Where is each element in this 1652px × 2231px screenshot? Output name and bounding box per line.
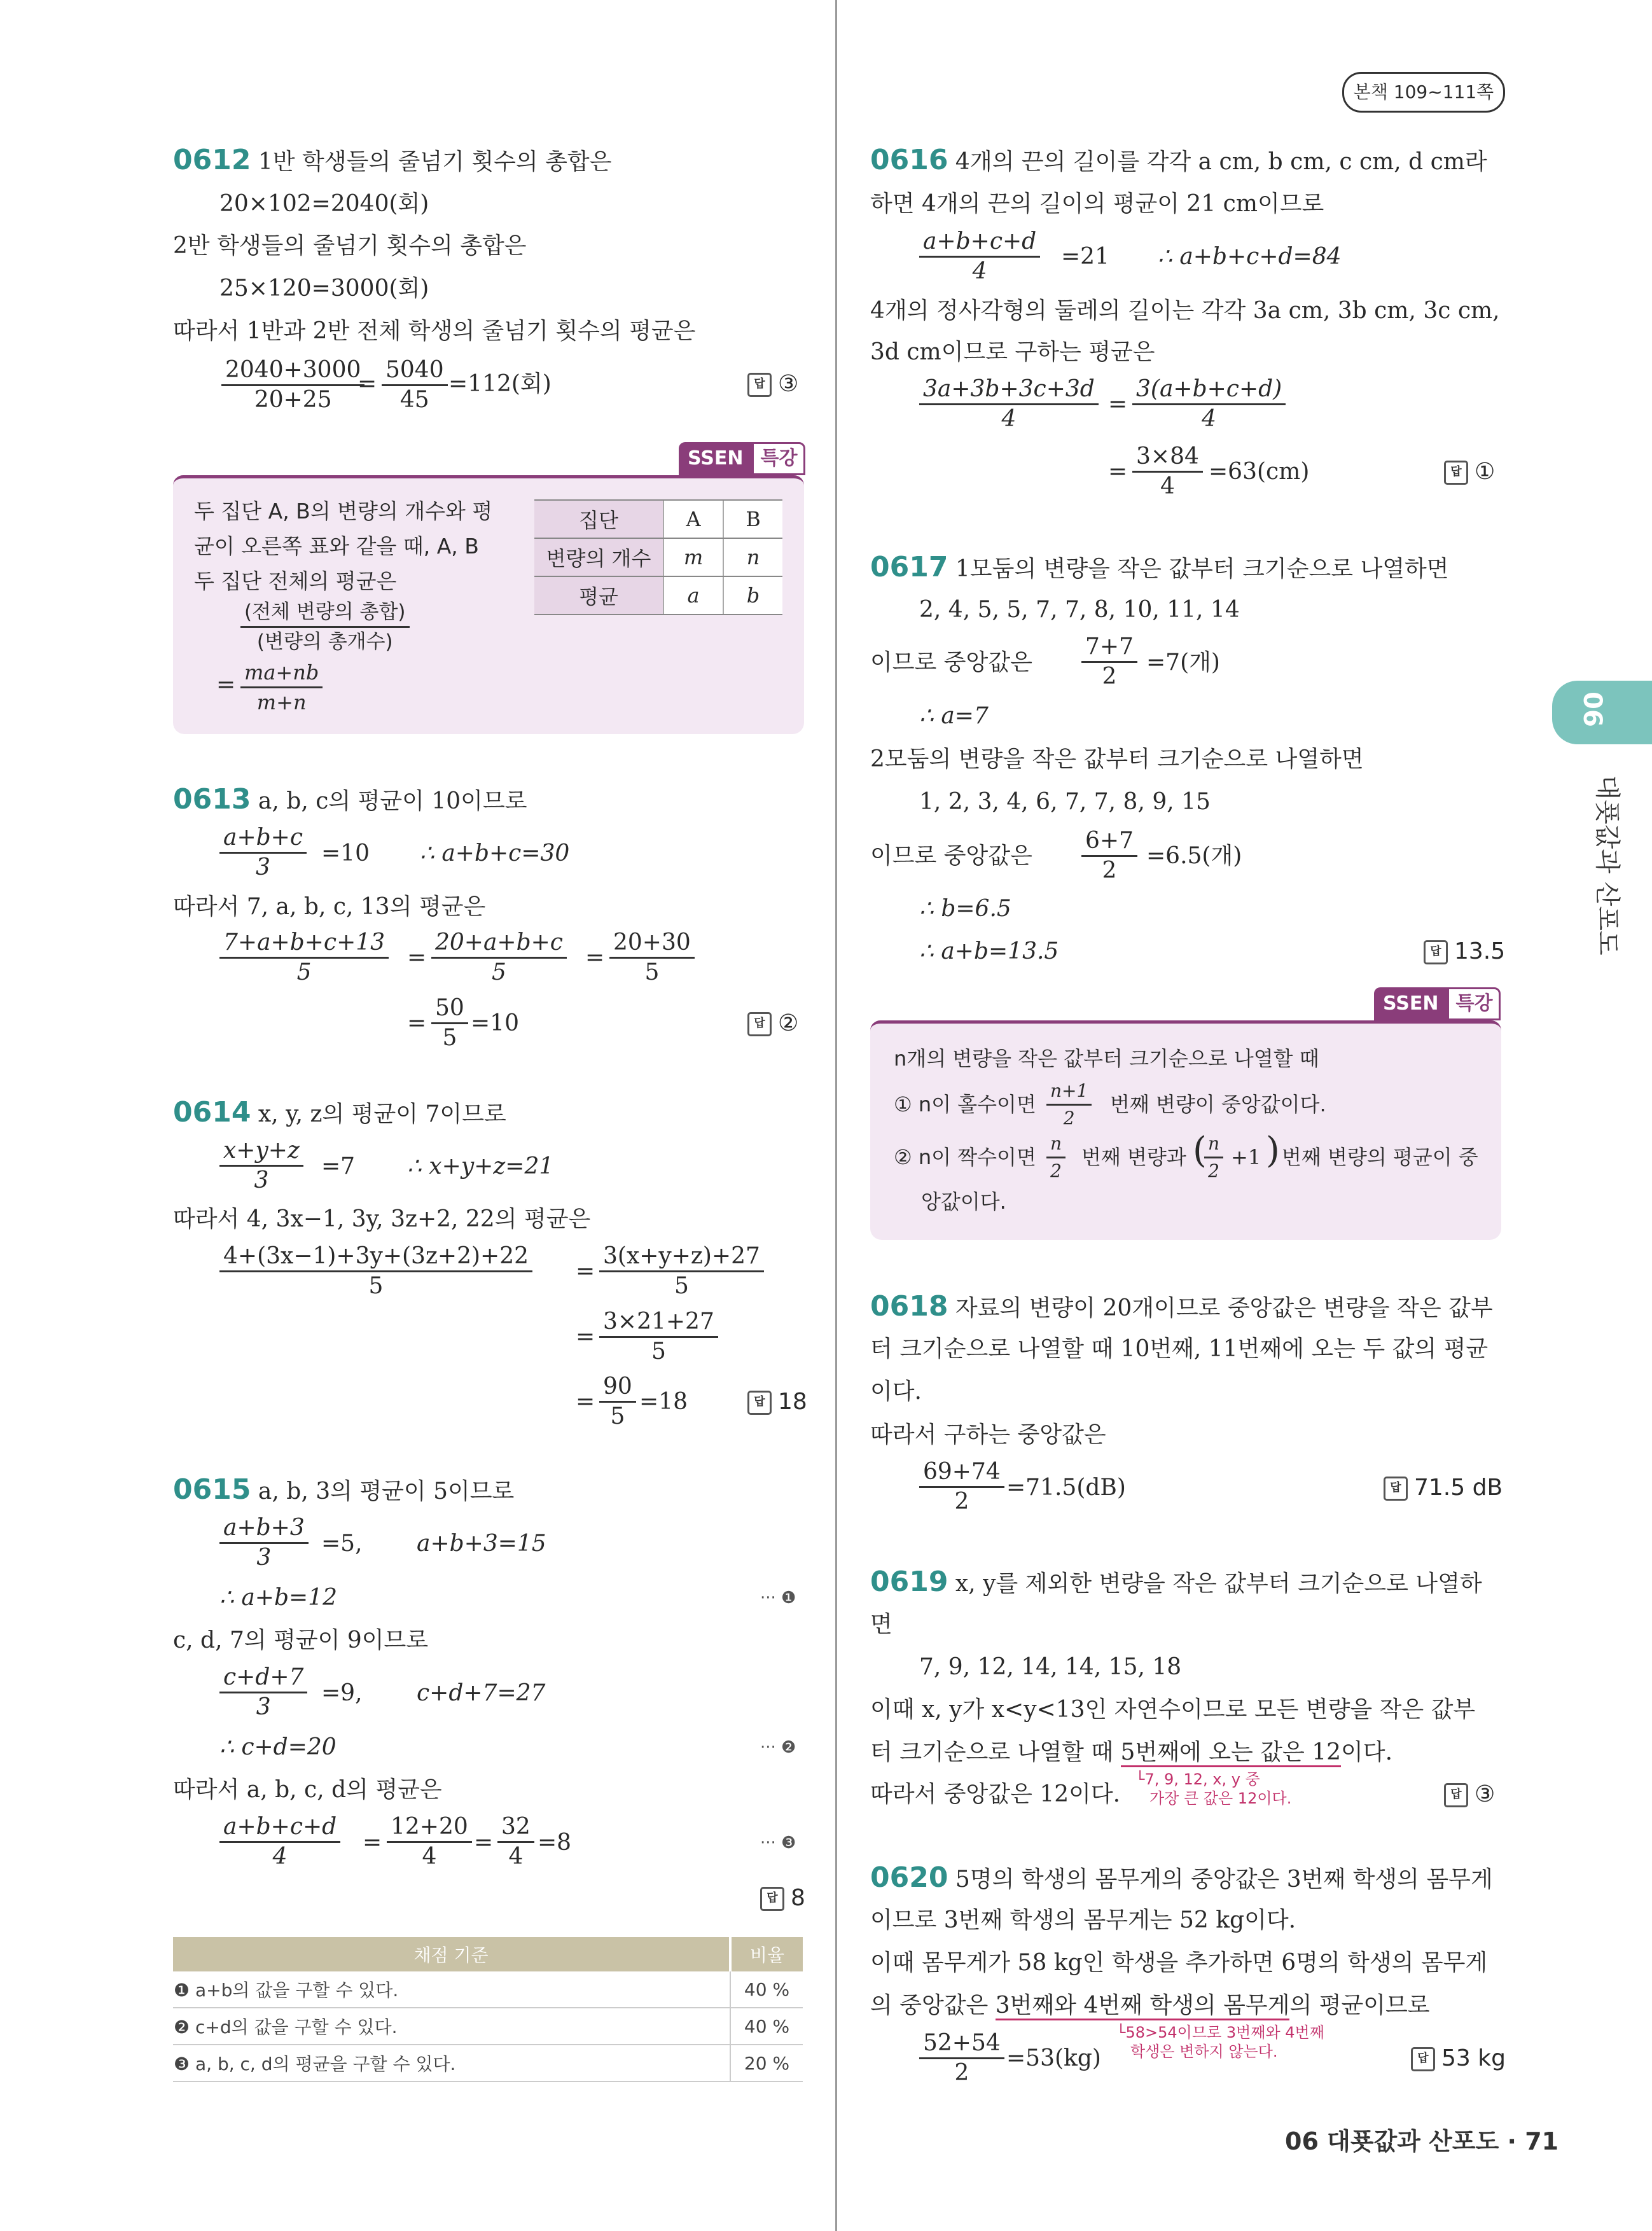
problem-0612-line1 [173,145,611,177]
text: =7 [321,1153,356,1179]
text: 이다. [870,1379,922,1405]
text: 하면 4개의 끈의 길이의 평균이 21 cm이므로 [870,191,1324,217]
text: = [474,1830,494,1856]
answer: 답 18 [747,1387,807,1417]
text: =53(kg) [1006,2045,1101,2071]
text: 이므로 중앙값은 [870,650,1032,676]
answer-icon: 답 [747,1391,772,1415]
text: a+b+3=15 [417,1531,546,1557]
fraction: $\frac{a+b+c+d}{4}$ [919,228,1040,286]
fraction: $\frac{12+20}{4}$ [387,1813,472,1871]
text: 25×120=3000(회) [219,275,429,302]
text: = [1108,459,1128,485]
text: 앙값이다. [921,1190,1006,1214]
text: =10 [471,1010,519,1036]
text: = [576,1324,595,1350]
fraction: $\frac{c+d+7}{3}$ [219,1664,307,1721]
text: =71.5(dB) [1006,1475,1126,1501]
fraction: $\frac{3\times 84}{4}$ [1132,443,1203,501]
answer: 답 13.5 [1424,936,1505,967]
answer-icon: 답 [1384,1477,1408,1501]
fraction: $\frac{2040+3000}{20+25}$ [221,356,364,414]
fraction: $\frac{a+b+c+d}{4}$ [219,1813,340,1871]
ssen-badge: SSEN 특강 [679,442,805,475]
text: 터 크기순으로 나열할 때 10번째, 11번째에 오는 두 값의 평균 [870,1336,1489,1362]
text-with-underline: 터 크기순으로 나열할 때 5번째에 오는 값은 12이다. [870,1737,1392,1768]
text: ∴ a+b+c+d=84 [1158,244,1342,270]
text: =21 [1061,244,1109,270]
fraction: $\frac{52+54}{2}$ [919,2029,1004,2087]
fraction: $\frac{3(x+y+z)+27}{5}$ [599,1242,764,1300]
text: =10 [321,840,370,866]
text: 따라서 a, b, c, d의 평균은 [173,1777,442,1803]
page-footer: 06 대푯값과 산포도 ∙ 71 [1285,2127,1559,2155]
text: = [576,1389,595,1415]
text: 번째 변량이 중앙값이다. [1110,1092,1326,1116]
answer: 답 ③ [747,369,798,400]
text: 번째 변량과 [1081,1145,1186,1169]
problem-0614-line1: 0614 x, y, z의 평균이 7이므로 [173,1096,506,1129]
text: = [1108,391,1128,417]
criteria-row: ❷ c+d의 값을 구할 수 있다. [173,2008,730,2045]
criteria-row: ❸ a, b, c, d의 평균을 구할 수 있다. [173,2045,730,2082]
text: ∴ x+y+z=21 [407,1153,554,1179]
text: +1 [1231,1145,1261,1169]
fraction: $\frac{7+a+b+c+13}{5}$ [219,929,389,987]
criteria-header: 비율 [730,1937,803,1971]
fraction: $\frac{a+b+c}{3}$ [219,824,307,882]
text: = [357,371,377,397]
problem-number: 0613 [173,783,251,816]
fraction: $\frac{32}{4}$ [497,1813,534,1871]
fraction: $\frac{n}{2}$ [1046,1131,1065,1184]
text: ① n이 홀수이면 [894,1092,1036,1116]
text: = [407,1010,427,1036]
text: ∴ a+b=12 [219,1585,337,1611]
fraction: $\frac{n}{2}$ [1204,1131,1223,1184]
problem-0617-line1: 0617 1모둠의 변량을 작은 값부터 크기순으로 나열하면 [870,551,1449,583]
text: ∴ a+b=13.5 [919,938,1059,964]
fraction: $\frac{n+1}{2}$ [1046,1078,1092,1131]
text: 이때 x, y가 x<y<13인 자연수이므로 모든 변량을 작은 값부 [870,1697,1476,1723]
text: =5, [321,1531,363,1557]
answer-icon: 답 [1424,940,1448,964]
problem-0616-line1: 0616 4개의 끈의 길이를 각각 a cm, b cm, c cm, d cm라 [870,144,1487,176]
text: = [407,945,427,971]
problem-number: 0617 [870,551,948,583]
text: =7(개) [1146,650,1220,676]
text: = [585,945,605,971]
step-marker: ··· ❶ [760,1588,796,1608]
step-marker: ··· ❸ [760,1833,796,1852]
fraction: $\frac{69+74}{2}$ [919,1458,1004,1516]
group-table: 집단 A B 변량의 개수 m n 평균 a b [534,499,782,615]
text: 따라서 7, a, b, c, 13의 평균은 [173,894,486,920]
text-with-underline: 의 중앙값은 3번째와 4번째 학생의 몸무게의 평균이므로 [870,1991,1430,2021]
text: 따라서 구하는 중앙값은 [870,1422,1106,1448]
text: =9, [321,1680,363,1706]
answer: 답 ② [747,1008,798,1039]
answer: 답 ① [1444,457,1495,487]
text: 따라서 4, 3x−1, 3y, 3z+2, 22의 평균은 [173,1206,591,1232]
paren-close: ) [1266,1130,1280,1171]
answer: 답 ③ [1444,1779,1495,1810]
problem-number: 0616 [870,144,948,176]
text: 이므로 3번째 학생의 몸무게는 52 kg이다. [870,1907,1296,1933]
text: ② n이 짝수이면 [894,1145,1036,1169]
paren-open: ( [1193,1130,1207,1171]
problem-0620-line1: 0620 5명의 학생의 몸무게의 중앙값은 3번째 학생의 몸무게 [870,1861,1493,1894]
text: =63(cm) [1209,459,1310,485]
fraction: $\frac{4+(3x-1)+3y+(3z+2)+22}{5}$ [219,1242,532,1300]
text: = [576,1258,595,1284]
text: n개의 변량을 작은 값부터 크기순으로 나열할 때 [894,1046,1319,1071]
problem-number: 0612 [173,144,251,176]
fraction: $\frac{5040}{45}$ [382,356,448,414]
answer-icon: 답 [747,1012,772,1036]
text: 두 집단 A, B의 변량의 개수와 평 [194,499,493,524]
underlined-text: 3번째와 4번째 학생의 몸무게 [996,1992,1290,2020]
text: 이때 몸무게가 58 kg인 학생을 추가하면 6명의 학생의 몸무게 [870,1950,1488,1976]
text: 1반 학생들의 줄넘기 횟수의 총합은 [258,149,612,175]
text: c+d+7=27 [417,1680,546,1706]
text: =6.5(개) [1146,843,1242,869]
fraction: $\frac{ma+nb}{m+n}$ [240,658,323,716]
text: 2반 학생들의 줄넘기 횟수의 총합은 [173,233,527,259]
scoring-criteria-table: 채점 기준 비율 ❶ a+b의 값을 구할 수 있다. 40 % ❷ c+d의 값을 구할 수 있다. 40 % ❸ a, b, c, d의 평균을 구할 수 있다. 20 % [173,1937,803,2082]
text: = [363,1830,382,1856]
text: 균이 오른쪽 표와 같을 때, A, B [194,534,479,559]
problem-0619-line1: 0619 x, y를 제외한 변량을 작은 값부터 크기순으로 나열하 [870,1566,1482,1598]
text: 번째 변량의 평균이 중 [1282,1145,1478,1169]
chapter-tab-number: 06 [1577,692,1607,727]
text: ∴ c+d=20 [219,1734,337,1760]
answer: 답 53 kg [1411,2043,1506,2074]
text: ∴ a+b+c=30 [420,840,570,866]
text: 따라서 중앙값은 12이다. [870,1781,1121,1807]
problem-number: 0618 [870,1290,948,1323]
fraction: $\frac{3a+3b+3c+3d}{4}$ [919,375,1099,433]
criteria-row: ❶ a+b의 값을 구할 수 있다. [173,1971,730,2008]
text: ∴ a=7 [919,703,989,729]
answer: 답 71.5 dB [1384,1473,1503,1503]
text: 1, 2, 3, 4, 6, 7, 7, 8, 9, 15 [919,789,1211,815]
text: 3d cm이므로 구하는 평균은 [870,339,1155,365]
answer-icon: 답 [760,1887,784,1911]
text: = [216,672,236,698]
underlined-text: 5번째에 오는 값은 12 [1121,1739,1341,1767]
text: =18 [639,1389,688,1415]
fraction: $\frac{20+a+b+c}{5}$ [431,929,567,987]
answer-icon: 답 [1444,1783,1468,1807]
fraction: $\frac{6+7}{2}$ [1081,827,1137,885]
text: =112(회) [448,371,552,397]
fraction: $\frac{90}{5}$ [599,1373,636,1431]
fraction: $\frac{3(a+b+c+d)}{4}$ [1132,375,1286,433]
ssen-badge: SSEN 특강 [1374,987,1501,1020]
fraction: $\frac{50}{5}$ [431,994,468,1052]
problem-0613-line1: 0613 a, b, c의 평균이 10이므로 [173,783,527,816]
answer-icon: 답 [747,373,772,397]
annotation-note: └7, 9, 12, x, y 중 가장 큰 값은 12이다. [1135,1770,1292,1807]
column-divider [835,0,837,2231]
text: 이므로 중앙값은 [870,843,1032,869]
text: 따라서 1반과 2반 전체 학생의 줄넘기 횟수의 평균은 [173,318,696,344]
text: 4개의 정사각형의 둘레의 길이는 각각 3a cm, 3b cm, 3c cm, [870,298,1500,324]
text: 20×102=2040(회) [219,191,429,217]
chapter-tab-title: 대푯값과 산포도 [1592,775,1622,956]
answer-icon: 답 [1411,2047,1435,2071]
problem-number: 0614 [173,1096,251,1129]
fraction: $\frac{20+30}{5}$ [609,929,695,987]
answer-icon: 답 [1444,461,1468,485]
answer: 답 8 [760,1883,805,1914]
text: 2모둠의 변량을 작은 값부터 크기순으로 나열하면 [870,746,1364,772]
page-reference: 본책 109~111쪽 [1342,72,1505,113]
text: 7, 9, 12, 14, 14, 15, 18 [919,1654,1182,1680]
step-marker: ··· ❷ [760,1738,796,1757]
criteria-header: 채점 기준 [173,1937,730,1971]
text: 면 [870,1611,892,1637]
fraction: (전체 변량의 총합) (변량의 총개수) [240,598,410,656]
text: 2, 4, 5, 5, 7, 7, 8, 10, 11, 14 [919,597,1240,623]
text: c, d, 7의 평균이 9이므로 [173,1627,429,1653]
fraction: $\frac{7+7}{2}$ [1081,633,1137,691]
fraction: $\frac{x+y+z}{3}$ [219,1137,303,1195]
problem-0618-line1: 0618 자료의 변량이 20개이므로 중앙값은 변량을 작은 값부 [870,1290,1493,1323]
text: ∴ b=6.5 [919,896,1011,922]
fraction: $\frac{a+b+3}{3}$ [219,1514,309,1572]
text: 두 집단 전체의 평균은 [194,569,397,594]
problem-0615-line1: 0615 a, b, 3의 평균이 5이므로 [173,1473,515,1506]
fraction: $\frac{3\times 21+27}{5}$ [599,1308,718,1366]
annotation-note: └58>54이므로 3번째와 4번째 학생은 변하지 않는다. [1116,2024,1324,2061]
text: =8 [538,1830,572,1856]
problem-number: 0620 [870,1861,948,1894]
problem-number: 0615 [173,1473,251,1506]
problem-number: 0619 [870,1566,948,1598]
